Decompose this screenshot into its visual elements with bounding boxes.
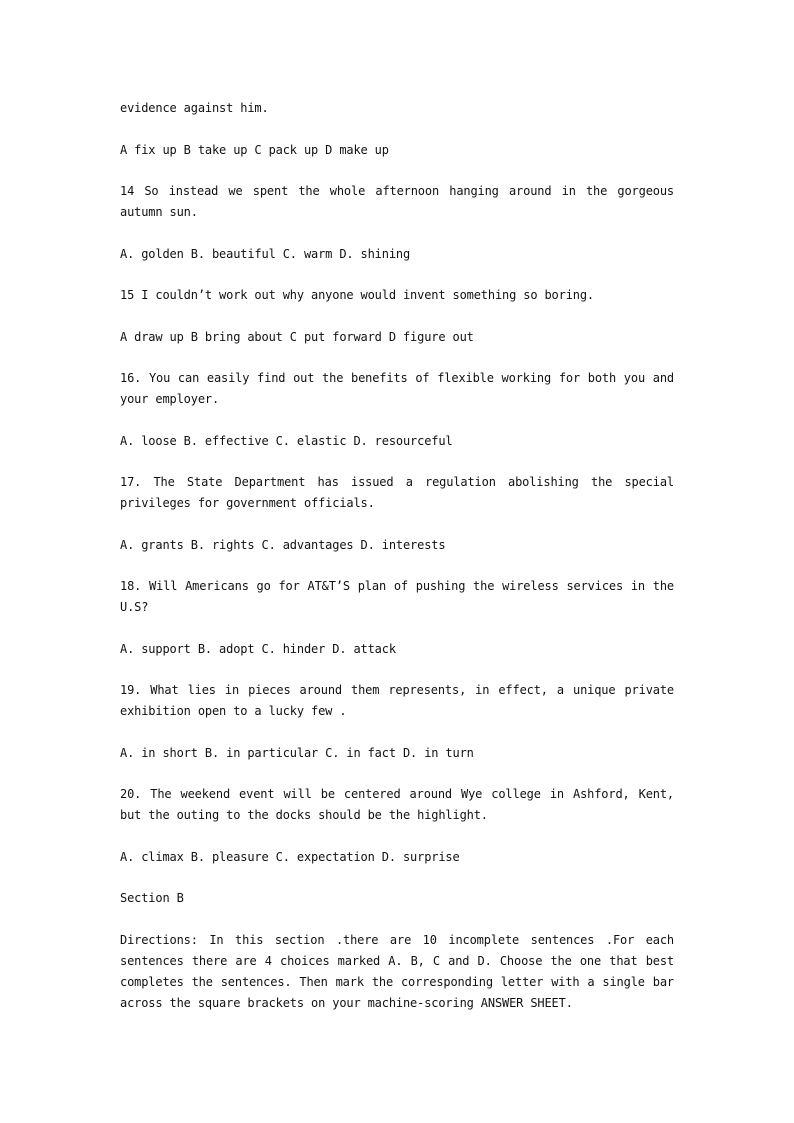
question-20-options: A. climax B. pleasure C. expectation D. surprise	[120, 849, 460, 864]
question-13-options: A fix up B take up C pack up D make up	[120, 142, 389, 157]
question-14-options: A. golden B. beautiful C. warm D. shining	[120, 246, 411, 261]
question-17-options: A. grants B. rights C. advantages D. interests	[120, 537, 446, 552]
question-16: 16. You can easily find out the benefits of flexible working for both you and your employer.	[120, 371, 674, 406]
question-17: 17. The State Department has issued a regulation abolishing the special privileges for government officials.	[120, 475, 674, 510]
question-15-options: A draw up B bring about C put forward D figure out	[120, 329, 474, 344]
question-18: 18. Will Americans go for AT&T’S plan of pushing the wireless services in the U.S?	[120, 579, 674, 614]
question-13-continuation: evidence against him.	[120, 101, 269, 115]
section-b-directions: Directions: In this section .there are 10 incomplete sentences .For each sentences there are 4 choices marked A. B, C and D. Choose the one that best completes the sentences. Then mark the corresponding letter with a single bar across the square brackets on your machine-scoring ANSWER SHEET.	[120, 932, 674, 1010]
question-20: 20. The weekend event will be centered around Wye college in Ashford, Kent, but the outing to the docks should be the highlight.	[120, 787, 674, 822]
document-page	[120, 98, 674, 1034]
question-15: 15 I couldn’t work out why anyone would invent something so boring.	[120, 288, 594, 302]
question-14: 14 So instead we spent the whole afternoon hanging around in the gorgeous autumn sun.	[120, 184, 674, 219]
question-19: 19. What lies in pieces around them represents, in effect, a unique private exhibition open to a lucky few .	[120, 683, 674, 718]
question-19-options: A. in short B. in particular C. in fact D. in turn	[120, 745, 474, 760]
section-b-heading: Section B	[120, 891, 184, 905]
question-16-options: A. loose B. effective C. elastic D. resourceful	[120, 433, 453, 448]
question-18-options: A. support B. adopt C. hinder D. attack	[120, 641, 396, 656]
